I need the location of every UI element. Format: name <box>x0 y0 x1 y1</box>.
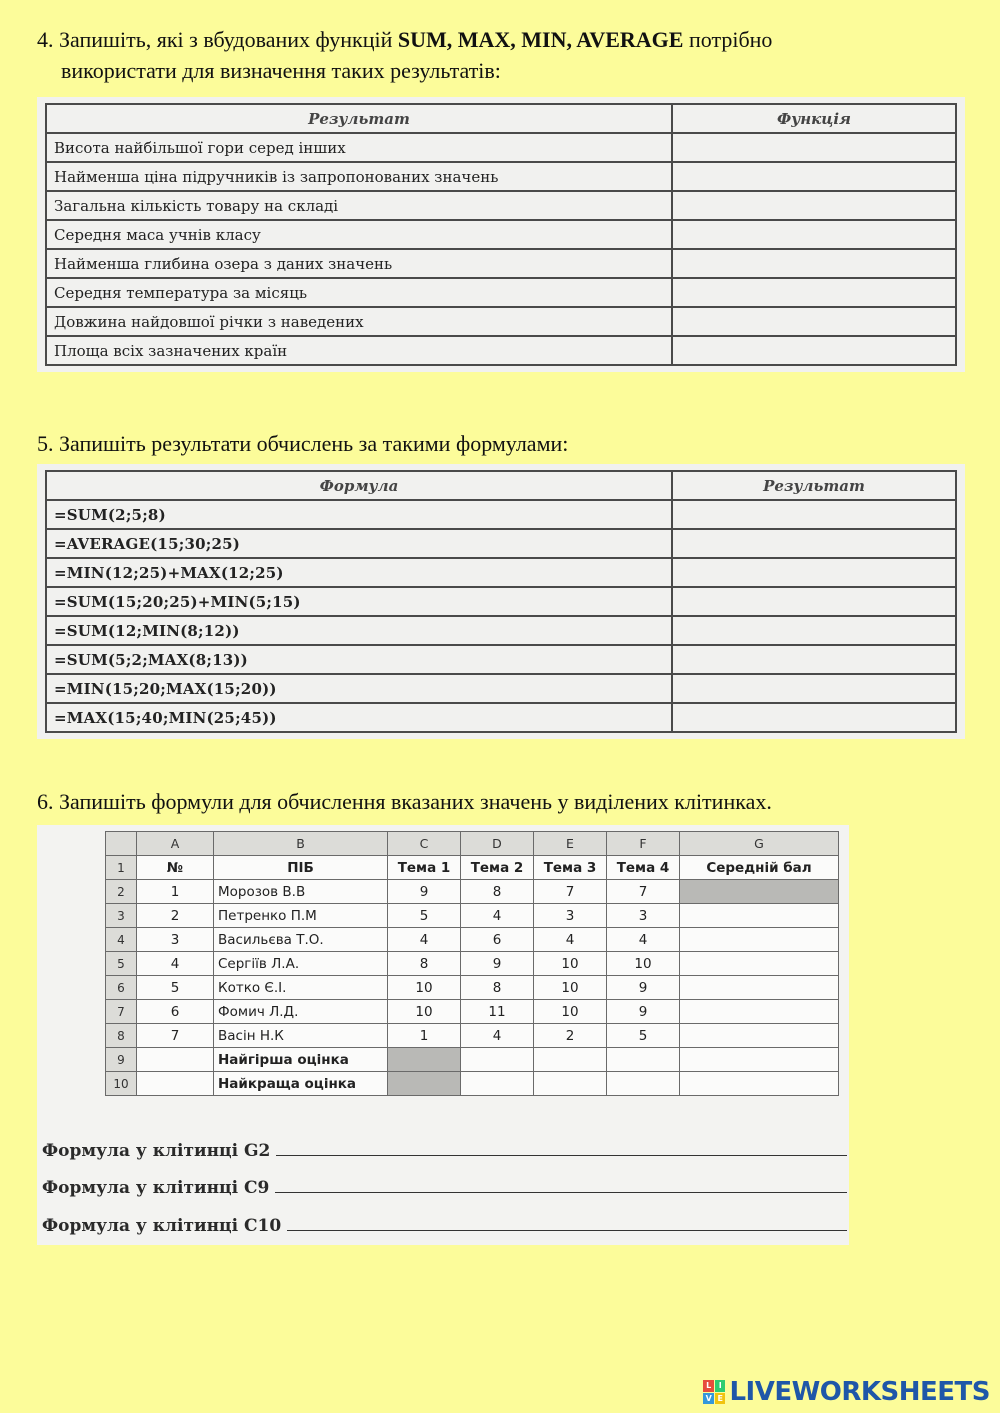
task4-prefix: 4. Запишіть, які з вбудованих функцій <box>37 27 398 52</box>
cell: 6 <box>137 1000 214 1024</box>
col-header-a: A <box>137 832 214 856</box>
best-score-label: Найкраща оцінка <box>214 1072 388 1096</box>
col-header-g: G <box>680 832 839 856</box>
task5-header-result: Результат <box>672 471 956 500</box>
result-answer-cell[interactable] <box>672 587 956 616</box>
table-row <box>106 1072 839 1096</box>
cell <box>680 1000 839 1024</box>
table-row <box>106 976 839 1000</box>
formula-line-g2 <box>42 1131 847 1161</box>
table-row <box>46 133 956 162</box>
cell: 5 <box>607 1024 680 1048</box>
cell <box>680 976 839 1000</box>
logo-mark-letter: I <box>715 1380 726 1392</box>
task4-functions: SUM, MAX, MIN, AVERAGE <box>397 27 684 52</box>
table-row <box>46 558 956 587</box>
cell: 9 <box>607 976 680 1000</box>
formula-line-label: Формула у клітинці G2 <box>42 1141 271 1161</box>
table-row <box>46 162 956 191</box>
result-cell: Найменша ціна підручників із запропонованих значень <box>46 162 672 191</box>
formula-line-c10 <box>42 1206 847 1236</box>
row-number: 6 <box>106 976 137 1000</box>
cell: 2 <box>137 904 214 928</box>
cell: 8 <box>461 880 534 904</box>
cell: Котко Є.І. <box>214 976 388 1000</box>
col-header-d: D <box>461 832 534 856</box>
table-row <box>46 703 956 732</box>
logo-text: LIVEWORKSHEETS <box>729 1377 990 1407</box>
cell: 9 <box>607 1000 680 1024</box>
cell: 4 <box>137 952 214 976</box>
function-answer-cell[interactable] <box>672 278 956 307</box>
formula-answer-line[interactable] <box>275 1192 847 1193</box>
task5-header-formula: Формула <box>46 471 672 500</box>
cell <box>680 928 839 952</box>
result-cell: Найменша глибина озера з даних значень <box>46 249 672 278</box>
task4-table <box>45 103 957 366</box>
cell: 10 <box>388 976 461 1000</box>
cell <box>680 952 839 976</box>
table-row <box>46 336 956 365</box>
row-number: 2 <box>106 880 137 904</box>
table-row <box>106 904 839 928</box>
result-answer-cell[interactable] <box>672 616 956 645</box>
cell: 10 <box>534 976 607 1000</box>
col-header-f: F <box>607 832 680 856</box>
table-row <box>46 529 956 558</box>
logo-mark-letter: L <box>703 1380 714 1392</box>
cell: 4 <box>607 928 680 952</box>
result-cell: Загальна кількість товару на складі <box>46 191 672 220</box>
col-header-c: C <box>388 832 461 856</box>
function-answer-cell[interactable] <box>672 249 956 278</box>
formula-line-label: Формула у клітинці C10 <box>42 1216 282 1236</box>
cell: 3 <box>137 928 214 952</box>
formula-cell: =MAX(15;40;MIN(25;45)) <box>46 703 672 732</box>
result-cell: Висота найбільшої гори серед інших <box>46 133 672 162</box>
row-number: 3 <box>106 904 137 928</box>
result-answer-cell[interactable] <box>672 529 956 558</box>
cell: 10 <box>534 952 607 976</box>
header-cell: Тема 2 <box>461 856 534 880</box>
task4-line2: використати для визначення таких результатів: <box>61 58 501 83</box>
cell: 8 <box>461 976 534 1000</box>
result-answer-cell[interactable] <box>672 558 956 587</box>
row-number: 4 <box>106 928 137 952</box>
cell: 7 <box>137 1024 214 1048</box>
cell <box>680 1024 839 1048</box>
function-answer-cell[interactable] <box>672 133 956 162</box>
col-header-e: E <box>534 832 607 856</box>
table-row <box>106 880 839 904</box>
liveworksheets-logo <box>703 1377 990 1407</box>
logo-mark-letter: E <box>715 1393 726 1405</box>
task5-table <box>45 470 957 733</box>
result-answer-cell[interactable] <box>672 645 956 674</box>
function-answer-cell[interactable] <box>672 191 956 220</box>
header-cell: Середній бал <box>680 856 839 880</box>
table-row <box>106 1000 839 1024</box>
cell <box>461 1048 534 1072</box>
cell: 11 <box>461 1000 534 1024</box>
row-number: 10 <box>106 1072 137 1096</box>
result-cell: Середня температура за місяць <box>46 278 672 307</box>
task4-suffix: потрібно <box>683 27 773 52</box>
result-cell: Довжина найдовшої річки з наведених <box>46 307 672 336</box>
table-row <box>46 587 956 616</box>
formula-answer-line[interactable] <box>276 1155 847 1156</box>
spreadsheet <box>105 831 839 1096</box>
cell: Фомич Л.Д. <box>214 1000 388 1024</box>
cell <box>137 1048 214 1072</box>
table-row <box>46 500 956 529</box>
cell <box>607 1048 680 1072</box>
task4-header-result: Результат <box>46 104 672 133</box>
cell-c10-highlighted[interactable] <box>388 1072 461 1096</box>
cell: 1 <box>388 1024 461 1048</box>
table-row <box>46 307 956 336</box>
cell: 10 <box>388 1000 461 1024</box>
task5-table-scan <box>37 464 965 739</box>
formula-cell: =SUM(2;5;8) <box>46 500 672 529</box>
cell <box>534 1072 607 1096</box>
cell: 7 <box>607 880 680 904</box>
cell <box>607 1072 680 1096</box>
worst-score-label: Найгірша оцінка <box>214 1048 388 1072</box>
cell: 4 <box>388 928 461 952</box>
row-number: 1 <box>106 856 137 880</box>
header-cell: Тема 4 <box>607 856 680 880</box>
formula-line-label: Формула у клітинці C9 <box>42 1178 270 1198</box>
cell: Морозов В.В <box>214 880 388 904</box>
formula-cell: =MIN(15;20;MAX(15;20)) <box>46 674 672 703</box>
cell: 10 <box>607 952 680 976</box>
table-row <box>46 249 956 278</box>
cell-g2-highlighted[interactable] <box>680 880 839 904</box>
task4-header-function: Функція <box>672 104 956 133</box>
table-row <box>106 928 839 952</box>
logo-mark-icon <box>703 1380 725 1404</box>
cell: Сергіїв Л.А. <box>214 952 388 976</box>
header-cell: Тема 3 <box>534 856 607 880</box>
header-cell: № <box>137 856 214 880</box>
table-row <box>106 1048 839 1072</box>
table-row <box>46 220 956 249</box>
row-number: 5 <box>106 952 137 976</box>
task4-table-scan <box>37 97 965 372</box>
cell: Васильєва Т.О. <box>214 928 388 952</box>
table-row <box>46 645 956 674</box>
result-answer-cell[interactable] <box>672 674 956 703</box>
row-number: 9 <box>106 1048 137 1072</box>
corner-cell <box>106 832 137 856</box>
cell: 6 <box>461 928 534 952</box>
cell <box>461 1072 534 1096</box>
cell <box>137 1072 214 1096</box>
cell: Петренко П.М <box>214 904 388 928</box>
formula-answer-line[interactable] <box>287 1230 847 1231</box>
cell <box>680 1072 839 1096</box>
formula-cell: =SUM(12;MIN(8;12)) <box>46 616 672 645</box>
col-header-b: B <box>214 832 388 856</box>
result-answer-cell[interactable] <box>672 703 956 732</box>
task4-prompt <box>37 24 977 86</box>
cell: 4 <box>461 1024 534 1048</box>
cell: Васін Н.К <box>214 1024 388 1048</box>
task5-prompt: 5. Запишіть результати обчислень за такими формулами: <box>37 431 569 456</box>
cell-c9-highlighted[interactable] <box>388 1048 461 1072</box>
row-number: 7 <box>106 1000 137 1024</box>
spreadsheet-scan <box>37 825 849 1245</box>
cell: 7 <box>534 880 607 904</box>
cell <box>680 1048 839 1072</box>
table-row <box>46 674 956 703</box>
cell: 9 <box>461 952 534 976</box>
row-number: 8 <box>106 1024 137 1048</box>
function-answer-cell[interactable] <box>672 336 956 365</box>
cell: 4 <box>461 904 534 928</box>
cell: 4 <box>534 928 607 952</box>
table-row <box>46 616 956 645</box>
cell: 9 <box>388 880 461 904</box>
function-answer-cell[interactable] <box>672 162 956 191</box>
formula-cell: =SUM(15;20;25)+MIN(5;15) <box>46 587 672 616</box>
cell: 1 <box>137 880 214 904</box>
function-answer-cell[interactable] <box>672 307 956 336</box>
result-cell: Площа всіх зазначених країн <box>46 336 672 365</box>
cell: 3 <box>607 904 680 928</box>
formula-cell: =SUM(5;2;MAX(8;13)) <box>46 645 672 674</box>
header-cell: ПІБ <box>214 856 388 880</box>
table-row <box>106 1024 839 1048</box>
table-row <box>106 952 839 976</box>
task6-prompt: 6. Запишіть формули для обчислення вказаних значень у виділених клітинках. <box>37 789 772 814</box>
result-cell: Середня маса учнів класу <box>46 220 672 249</box>
cell: 3 <box>534 904 607 928</box>
logo-mark-letter: V <box>703 1393 714 1405</box>
formula-cell: =MIN(12;25)+MAX(12;25) <box>46 558 672 587</box>
cell: 8 <box>388 952 461 976</box>
cell: 5 <box>137 976 214 1000</box>
table-row <box>46 191 956 220</box>
function-answer-cell[interactable] <box>672 220 956 249</box>
cell: 10 <box>534 1000 607 1024</box>
cell: 5 <box>388 904 461 928</box>
table-row <box>46 278 956 307</box>
formula-cell: =AVERAGE(15;30;25) <box>46 529 672 558</box>
header-cell: Тема 1 <box>388 856 461 880</box>
formula-line-c9 <box>42 1168 847 1198</box>
cell: 2 <box>534 1024 607 1048</box>
result-answer-cell[interactable] <box>672 500 956 529</box>
cell <box>534 1048 607 1072</box>
cell <box>680 904 839 928</box>
